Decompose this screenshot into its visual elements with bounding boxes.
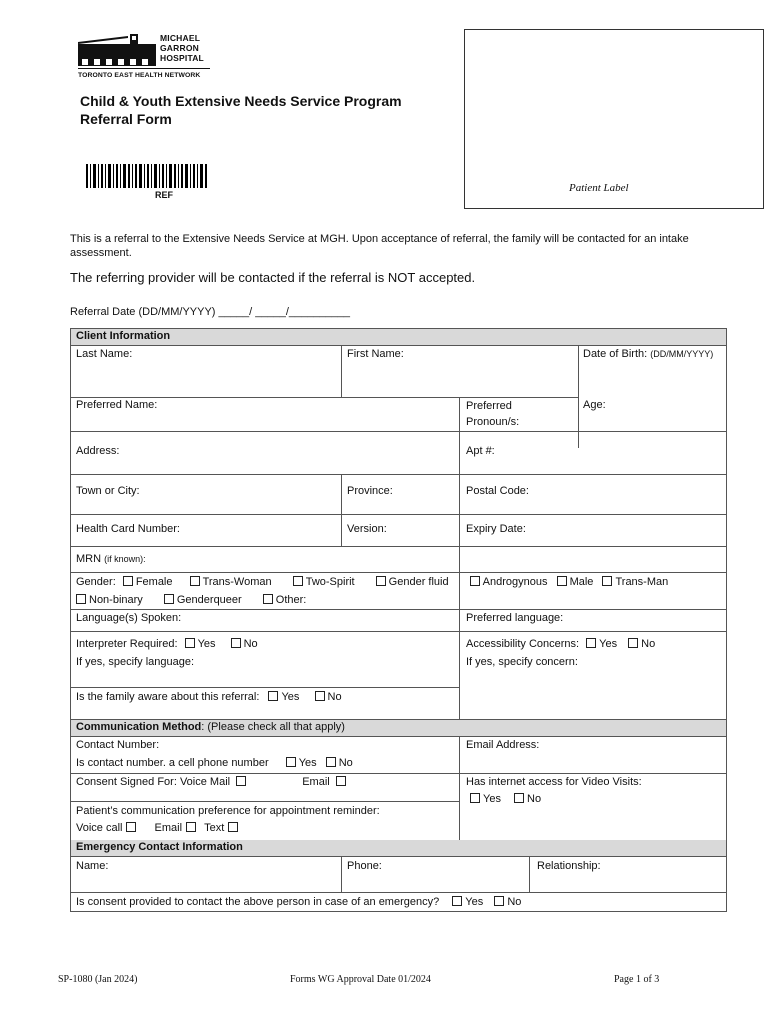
gender-two-spirit-checkbox[interactable]	[293, 576, 303, 586]
hospital-name: MICHAEL GARRON HOSPITAL	[160, 33, 204, 63]
footer-form-code: SP-1080 (Jan 2024)	[58, 974, 138, 985]
section-emergency-contact: Emergency Contact Information	[71, 840, 726, 857]
network-name: TORONTO EAST HEALTH NETWORK	[78, 72, 201, 79]
footer-approval-date: Forms WG Approval Date 01/2024	[290, 974, 431, 985]
accessibility-yes-checkbox[interactable]	[586, 638, 596, 648]
reminder-text-checkbox[interactable]	[228, 822, 238, 832]
contact-number-field[interactable]: Contact Number:	[76, 739, 160, 751]
preferred-name-field[interactable]: Preferred Name:	[76, 399, 158, 411]
emergency-name-field[interactable]: Name:	[76, 860, 109, 872]
gender-male-checkbox[interactable]	[557, 576, 567, 586]
email-address-field[interactable]: Email Address:	[466, 739, 540, 751]
gender-field: Gender: Female Trans-Woman Two-Spirit Gender fluid Androgynous Male Trans-Man	[76, 576, 669, 588]
address-field[interactable]: Address:	[76, 445, 120, 457]
internet-no-checkbox[interactable]	[514, 793, 524, 803]
family-aware-field: Is the family aware about this referral: Yes No	[76, 691, 342, 703]
form-title: Child & Youth Extensive Needs Service Program Referral Form	[80, 93, 402, 127]
section-client-information: Client Information	[71, 329, 726, 346]
dob-field[interactable]: Date of Birth: (DD/MM/YYYY)	[583, 348, 714, 360]
pronouns-field[interactable]: Preferred Pronoun/s:	[466, 400, 520, 428]
patient-label-text: Patient Label	[569, 182, 629, 194]
interpreter-required-field: Interpreter Required: Yes No	[76, 638, 258, 650]
accessibility-concerns-field: Accessibility Concerns: Yes No	[466, 638, 656, 650]
consent-email-checkbox[interactable]	[336, 776, 346, 786]
footer-page-number: Page 1 of 3	[614, 974, 660, 985]
postal-code-field[interactable]: Postal Code:	[466, 485, 529, 497]
accessibility-no-checkbox[interactable]	[628, 638, 638, 648]
internet-access-field: Has internet access for Video Visits:	[466, 776, 642, 788]
emergency-consent-yes-checkbox[interactable]	[452, 896, 462, 906]
internet-yes-checkbox[interactable]	[470, 793, 480, 803]
cell-phone-no-checkbox[interactable]	[326, 757, 336, 767]
gender-fluid-checkbox[interactable]	[376, 576, 386, 586]
age-field[interactable]: Age:	[583, 399, 606, 411]
interpreter-language-field[interactable]: If yes, specify language:	[76, 656, 195, 668]
reminder-preference-options: Voice call Email Text	[76, 821, 241, 836]
gender-female-checkbox[interactable]	[123, 576, 133, 586]
intro-text: This is a referral to the Extensive Needs Service at MGH. Upon acceptance of referral, the family will be contacted for an intake assessment.	[70, 233, 689, 259]
family-aware-yes-checkbox[interactable]	[268, 691, 278, 701]
section-communication-method: Communication Method: (Please check all that apply)	[71, 720, 726, 737]
accessibility-concern-field[interactable]: If yes, specify concern:	[466, 656, 578, 668]
patient-label-box	[464, 29, 764, 209]
internet-access-options: Yes No	[470, 792, 541, 807]
emergency-relationship-field[interactable]: Relationship:	[537, 860, 601, 872]
hospital-building-icon	[78, 34, 156, 66]
referral-form-table	[70, 328, 727, 912]
interpreter-no-checkbox[interactable]	[231, 638, 241, 648]
reminder-voice-call-checkbox[interactable]	[126, 822, 136, 832]
emergency-consent-field: Is consent provided to contact the above person in case of an emergency? Yes No	[76, 896, 522, 908]
gender-non-binary-checkbox[interactable]	[76, 594, 86, 604]
expiry-date-field[interactable]: Expiry Date:	[466, 523, 526, 535]
gender-genderqueer-checkbox[interactable]	[164, 594, 174, 604]
consent-signed-field: Consent Signed For: Voice Mail Email	[76, 775, 349, 790]
apt-field[interactable]: Apt #:	[466, 445, 495, 457]
cell-phone-field: Is contact number. a cell phone number Yes No	[76, 757, 353, 769]
reminder-preference-field: Patient’s communication preference for appointment reminder:	[76, 805, 380, 817]
cell-phone-yes-checkbox[interactable]	[286, 757, 296, 767]
province-field[interactable]: Province:	[347, 485, 393, 497]
referral-date-field[interactable]: Referral Date (DD/MM/YYYY) _____/ _____/__________	[70, 306, 351, 318]
interpreter-yes-checkbox[interactable]	[185, 638, 195, 648]
reminder-email-checkbox[interactable]	[186, 822, 196, 832]
emergency-phone-field[interactable]: Phone:	[347, 860, 382, 872]
languages-spoken-field[interactable]: Language(s) Spoken:	[76, 612, 182, 624]
city-field[interactable]: Town or City:	[76, 485, 140, 497]
gender-trans-woman-checkbox[interactable]	[190, 576, 200, 586]
family-aware-no-checkbox[interactable]	[315, 691, 325, 701]
gender-field-line-2: Non-binary Genderqueer Other:	[76, 593, 318, 608]
barcode-icon	[86, 164, 208, 188]
emergency-consent-no-checkbox[interactable]	[494, 896, 504, 906]
hospital-logo	[78, 30, 218, 82]
gender-androgynous-checkbox[interactable]	[470, 576, 480, 586]
notice-text: The referring provider will be contacted if the referral is NOT accepted.	[70, 270, 476, 285]
consent-voicemail-checkbox[interactable]	[236, 776, 246, 786]
version-field[interactable]: Version:	[347, 523, 387, 535]
mrn-field[interactable]: MRN (if known):	[76, 553, 146, 565]
gender-other-checkbox[interactable]	[263, 594, 273, 604]
gender-trans-man-checkbox[interactable]	[602, 576, 612, 586]
barcode-text: REF	[155, 190, 173, 200]
first-name-field[interactable]: First Name:	[347, 348, 404, 360]
last-name-field[interactable]: Last Name:	[76, 348, 133, 360]
preferred-language-field[interactable]: Preferred language:	[466, 612, 564, 624]
health-card-field[interactable]: Health Card Number:	[76, 523, 180, 535]
